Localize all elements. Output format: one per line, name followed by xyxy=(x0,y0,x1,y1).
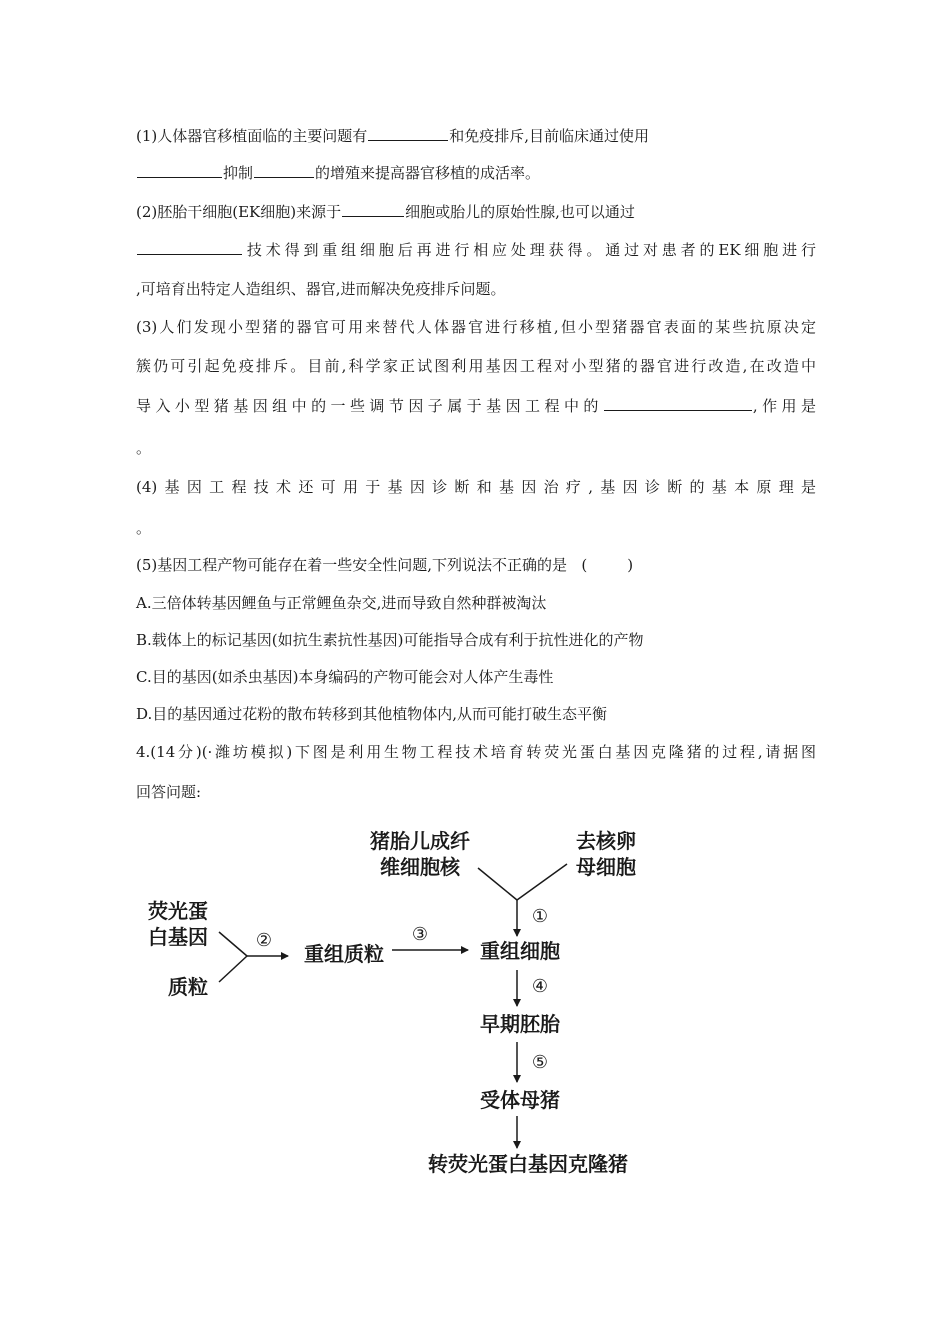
transgenic-clone-pig-label: 转荧光蛋白基因克隆猪 xyxy=(428,1152,628,1176)
fluorescent-gene-label-2: 白基因 xyxy=(148,925,208,949)
recipient-sow-label: 受体母猪 xyxy=(480,1088,560,1112)
text: 簇仍可引起免疫排斥。目前,科学家正试图利用基因工程对小型猪的器官进行改造,在改造中 xyxy=(136,357,816,375)
option-text: A.三倍体转基因鲤鱼与正常鲤鱼杂交,进而导致自然种群被淘汰 xyxy=(136,594,547,612)
text: ,可培育出特定人造组织、器官,进而解决免疫排斥问题。 xyxy=(136,280,506,298)
plasmid-label: 质粒 xyxy=(168,975,208,999)
text: 细胞或胎儿的原始性腺,也可以通过 xyxy=(405,203,635,221)
text: ,作用是 xyxy=(752,397,816,415)
text: 的增殖来提高器官移植的成活率。 xyxy=(315,164,541,182)
text: 回答问题: xyxy=(136,783,202,801)
answer-paren-open: ( xyxy=(581,556,588,574)
text: (1)人体器官移植面临的主要问题有 xyxy=(136,127,368,145)
answer-paren-close: ) xyxy=(627,556,634,574)
enucleated-oocyte-label-2: 母细胞 xyxy=(576,855,636,879)
step-5-label: ⑤ xyxy=(531,1052,549,1073)
fibroblast-nucleus-label-1: 猪胎儿成纤 xyxy=(370,829,470,853)
step-1-label: ① xyxy=(531,906,549,927)
text: 和免疫排斥,目前临床通过使用 xyxy=(449,127,650,145)
text: 。 xyxy=(136,439,152,457)
step-2-label: ② xyxy=(255,930,273,951)
text: (4)基因工程技术还可用于基因诊断和基因治疗,基因诊断的基本原理是 xyxy=(136,478,816,496)
text: 技术得到重组细胞后再进行相应处理获得。通过对患者的EK细胞进行 xyxy=(243,241,816,259)
text: 抑制 xyxy=(223,164,254,182)
fluorescent-gene-label-1: 荧光蛋 xyxy=(148,899,208,923)
merge-line-right xyxy=(517,864,567,900)
step-4-label: ④ xyxy=(531,976,549,997)
recombinant-cell-label: 重组细胞 xyxy=(480,939,560,963)
text: 。 xyxy=(136,519,152,537)
text: (3)人们发现小型猪的器官可用来替代人体器官进行移植,但小型猪器官表面的某些抗原决定 xyxy=(136,318,816,336)
enucleated-oocyte-label-1: 去核卵 xyxy=(576,829,636,853)
option-text: B.载体上的标记基因(如抗生素抗性基因)可能指导合成有利于抗性进化的产物 xyxy=(136,631,644,649)
gene-merge-line-bottom xyxy=(219,956,247,982)
fibroblast-nucleus-label-2: 维细胞核 xyxy=(380,855,460,879)
option-text: C.目的基因(如杀虫基因)本身编码的产物可能会对人体产生毒性 xyxy=(136,668,554,686)
option-text: D.目的基因通过花粉的散布转移到其他植物体内,从而可能打破生态平衡 xyxy=(136,705,608,723)
early-embryo-label: 早期胚胎 xyxy=(480,1012,560,1036)
text: 导入小型猪基因组中的一些调节因子属于基因工程中的 xyxy=(136,397,603,415)
gene-merge-line-top xyxy=(219,932,247,956)
text: 4.(14分)(·潍坊模拟)下图是利用生物工程技术培育转荧光蛋白基因克隆猪的过程,请据图 xyxy=(136,743,816,761)
text: (5)基因工程产物可能存在着一些安全性问题,下列说法不正确的是 xyxy=(136,556,568,574)
merge-line-left xyxy=(478,868,517,900)
step-3-label: ③ xyxy=(411,924,429,945)
text: (2)胚胎干细胞(EK细胞)来源于 xyxy=(136,203,342,221)
recombinant-plasmid-label: 重组质粒 xyxy=(304,942,384,966)
